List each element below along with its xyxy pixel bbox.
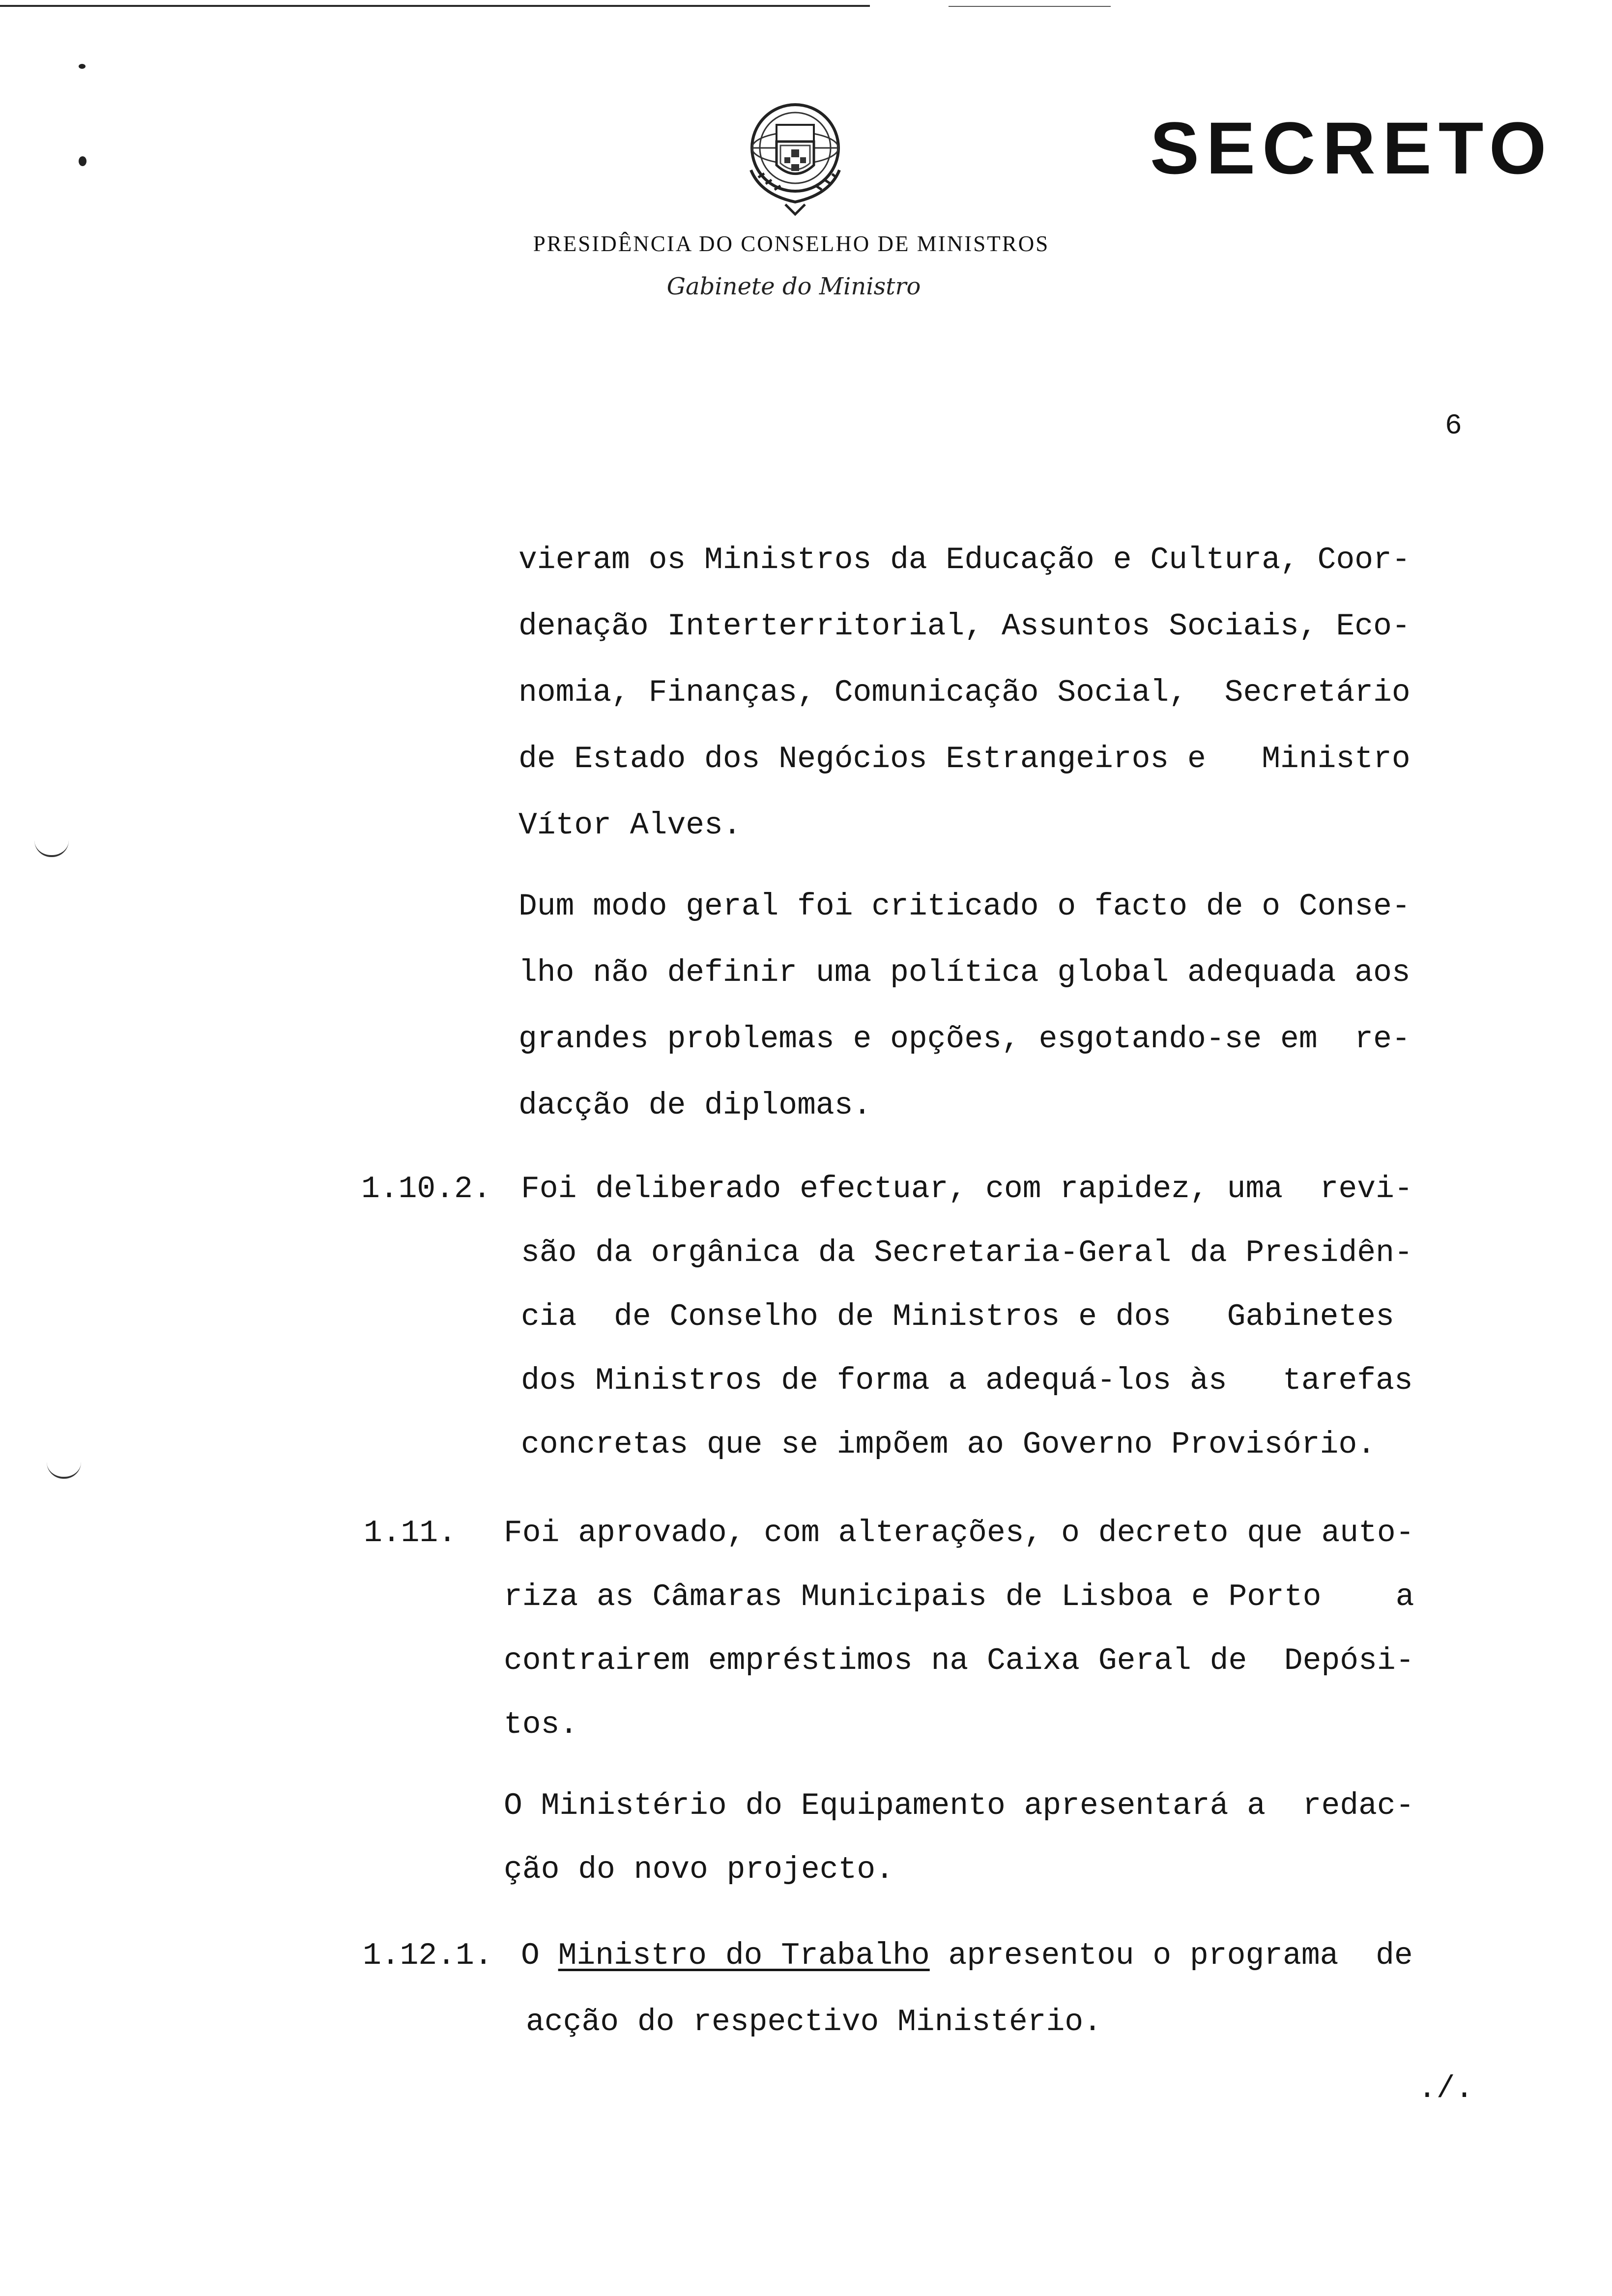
- text-line: são da orgânica da Secretaria-Geral da Presidên-: [521, 1235, 1413, 1270]
- margin-pencil-mark: [34, 840, 69, 857]
- office-title: PRESIDÊNCIA DO CONSELHO DE MINISTROS: [533, 231, 1050, 256]
- text-line: grandes problemas e opções, esgotando-se em re-: [518, 1022, 1410, 1057]
- text-line: [521, 1939, 1413, 1973]
- page-number: 6: [1445, 410, 1462, 442]
- text-line: tos.: [504, 1707, 578, 1742]
- section-number: 1.10.2.: [361, 1172, 491, 1206]
- text-line: denação Interterritorial, Assuntos Sociais, Eco-: [518, 609, 1410, 644]
- text-run: O: [521, 1938, 558, 1973]
- scan-edge-line: [949, 6, 1111, 7]
- text-line: vieram os Ministros da Educação e Cultura, Coor-: [518, 543, 1410, 577]
- text-line: riza as Câmaras Municipais de Lisboa e Porto a: [504, 1579, 1414, 1614]
- underlined-text: Ministro do Trabalho: [558, 1938, 930, 1973]
- office-subtitle: Gabinete do Ministro: [666, 273, 921, 300]
- text-line: acção do respectivo Ministério.: [526, 2005, 1102, 2039]
- scan-speck: [79, 156, 86, 166]
- section-number: 1.12.1.: [363, 1938, 493, 1973]
- text-line: lho não definir uma política global adequada aos: [518, 955, 1410, 990]
- coat-of-arms-icon: [731, 96, 859, 219]
- scan-speck: [79, 64, 86, 69]
- text-line: dos Ministros de forma a adequá-los às tarefas: [521, 1363, 1413, 1398]
- text-line: ção do novo projecto.: [504, 1852, 894, 1887]
- text-line: concretas que se impõem ao Governo Provisório.: [521, 1427, 1376, 1462]
- text-line: Foi aprovado, com alterações, o decreto que auto-: [504, 1516, 1414, 1550]
- text-line: de Estado dos Negócios Estrangeiros e Ministro: [518, 742, 1410, 776]
- margin-pencil-mark: [47, 1462, 81, 1479]
- continuation-mark: ./.: [1418, 2071, 1474, 2106]
- classification-stamp: SECRETO: [1150, 107, 1554, 189]
- scan-edge-line: [0, 5, 870, 7]
- text-line: Foi deliberado efectuar, com rapidez, uma revi-: [521, 1172, 1413, 1206]
- text-line: Vítor Alves.: [518, 808, 742, 843]
- text-line: contrairem empréstimos na Caixa Geral de Depósi-: [504, 1643, 1414, 1678]
- text-line: O Ministério do Equipamento apresentará a redac-: [504, 1788, 1414, 1823]
- text-run: apresentou o programa de: [929, 1938, 1413, 1973]
- section-number: 1.11.: [364, 1516, 457, 1550]
- text-line: Dum modo geral foi criticado o facto de o Conse-: [518, 889, 1410, 924]
- text-line: nomia, Finanças, Comunicação Social, Secretário: [518, 675, 1410, 710]
- text-line: dacção de diplomas.: [518, 1088, 872, 1123]
- text-line: cia de Conselho de Ministros e dos Gabinetes: [521, 1299, 1394, 1334]
